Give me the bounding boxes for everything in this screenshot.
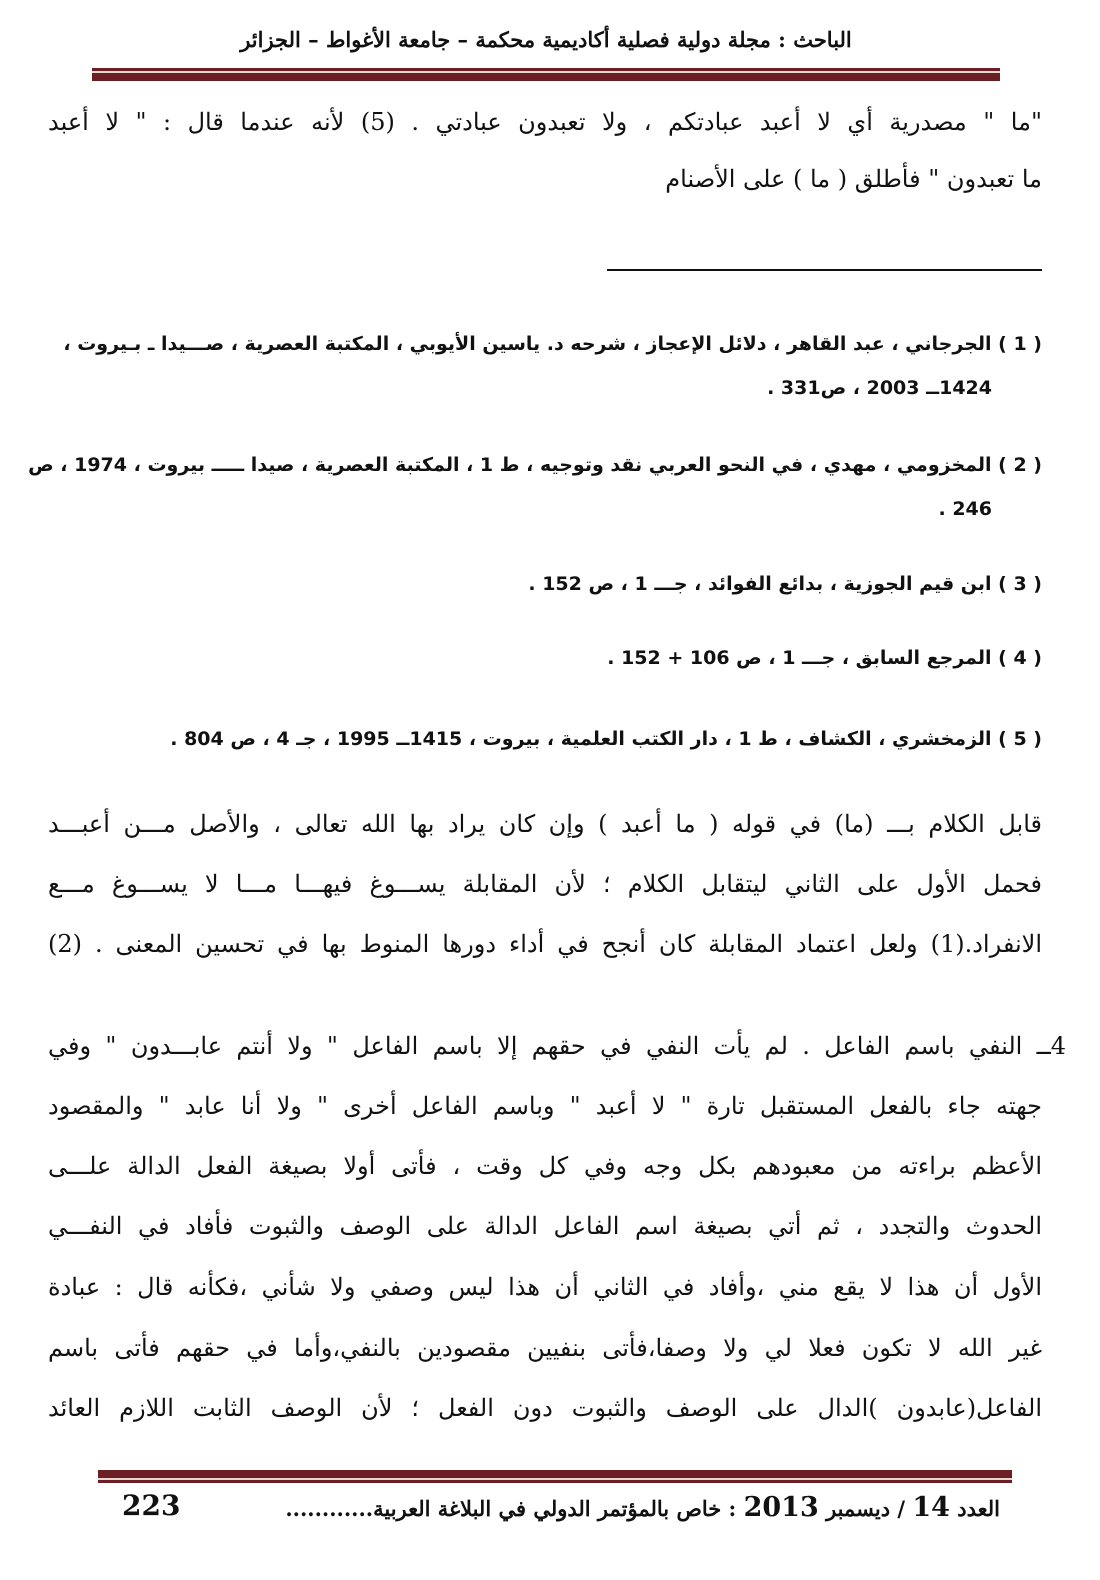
header-decorative-rule [92, 68, 1000, 81]
top-paragraph-line-1: "ما " مصدرية أي لا أعبد عبادتكم ، ولا تعبدون عبادتي . (5) لأنه عندما قال : " لا أعبد [48, 108, 1042, 136]
footnote-1 [48, 322, 1042, 410]
top-paragraph-line-2: ما تعبدون " فأطلق ( ما ) على الأصنام [665, 165, 1042, 193]
footnote-separator [607, 269, 1042, 271]
paragraph-2-line-2: فحمل الأول على الثاني ليتقابل الكلام ؛ لأن المقابلة يســـوغ فيهـــا مـــا لا يســـوغ مـــع [48, 870, 1042, 898]
footnote-3 [48, 562, 1042, 606]
footnote-2-line-1: ( 2 ) المخزومي ، مهدي ، في النحو العربي نقد وتوجيه ، ط 1 ، المكتبة العصرية ، صيدا ـــــ بيروت ، 1974 ، ص [28, 454, 1042, 476]
running-header: الباحث : مجلة دولية فصلية أكاديمية محكمة – جامعة الأغواط – الجزائر [240, 27, 852, 52]
footnote-5-line-1: ( 5 ) الزمخشري ، الكشاف ، ط 1 ، دار الكتب العلمية ، بيروت ، 1415ــ 1995 ، جـ 4 ، ص 804 . [170, 728, 1042, 750]
issue-month: ديسمبر [826, 1496, 891, 1521]
issue-year: 2013 [743, 1492, 819, 1523]
footer-decorative-rule [98, 1470, 1012, 1483]
issue-separator: / [897, 1496, 906, 1521]
paragraph-3-line-5: الأول أن هذا لا يقع مني ،وأفاد في الثاني أن هذا ليس وصفي ولا شأني ،فكأنه قال : عبادة [48, 1273, 1042, 1301]
footnote-1-line-1: ( 1 ) الجرجاني ، عبد القاهر ، دلائل الإعجاز ، شرحه د. ياسين الأيوبي ، المكتبة العصرية ، صـــيدا ـ بـيروت ، [63, 333, 1042, 355]
paragraph-3-line-7: الفاعل(عابدون )الدال على الوصف والثبوت دون الفعل ؛ لأن الوصف الثابت اللازم العائد [48, 1394, 1042, 1422]
issue-number: 14 [912, 1492, 950, 1523]
footnote-4-line-1: ( 4 ) المرجع السابق ، جـــ 1 ، ص 106 + 152 . [607, 647, 1042, 669]
paragraph-3-line-1: 4ــ النفي باسم الفاعل . لم يأت النفي في حقهم إلا باسم الفاعل " ولا أنتم عابـــدون " وفي [48, 1032, 1067, 1060]
paragraph-3-line-2: جهته جاء بالفعل المستقبل تارة " لا أعبد " وباسم الفاعل أخرى " ولا أنا عابد " والمقصود [48, 1092, 1042, 1120]
issue-label: العدد [957, 1496, 1000, 1521]
paragraph-3-line-3: الأعظم براءته من معبودهم بكل وجه وفي كل وقت ، فأتى أولا بصيغة الفعل الدالة علـــى [48, 1152, 1042, 1180]
paragraph-2-line-1: قابل الكلام بـــ (ما) في قوله ( ما أعبد ) وإن كان يراد بها الله تعالى ، والأصل مـــن أعبـــد [48, 810, 1042, 838]
paragraph-2-line-3: الانفراد.(1) ولعل اعتماد المقابلة كان أنجح في أداء دورها المنوط بها في تحسين المعنى . (2) [48, 930, 1042, 958]
footnote-2 [28, 443, 1042, 531]
running-footer [120, 1488, 1000, 1529]
paragraph-3-line-6: غير الله لا تكون فعلا لي ولا وصفا،فأتى بنفيين مقصودين بالنفي،وأما في حقهم فأتى باسم [48, 1334, 1042, 1362]
footnote-3-line-1: ( 3 ) ابن قيم الجوزية ، بدائع الفوائد ، جـــ 1 ، ص 152 . [528, 573, 1042, 595]
issue-description: : خاص بالمؤتمر الدولي في البلاغة العربية............ [285, 1496, 737, 1521]
paragraph-3-line-4: الحدوث والتجدد ، ثم أتي بصيغة اسم الفاعل الدالة على الوصف والثبوت فأفاد في النفـــي [48, 1212, 1042, 1240]
footnote-4 [48, 636, 1042, 680]
footnote-1-line-2: 1424ــ 2003 ، ص331 . [767, 377, 992, 399]
footnote-2-line-2: 246 . [938, 498, 992, 520]
page-number: 223 [122, 1489, 181, 1522]
footnote-5 [48, 717, 1042, 761]
